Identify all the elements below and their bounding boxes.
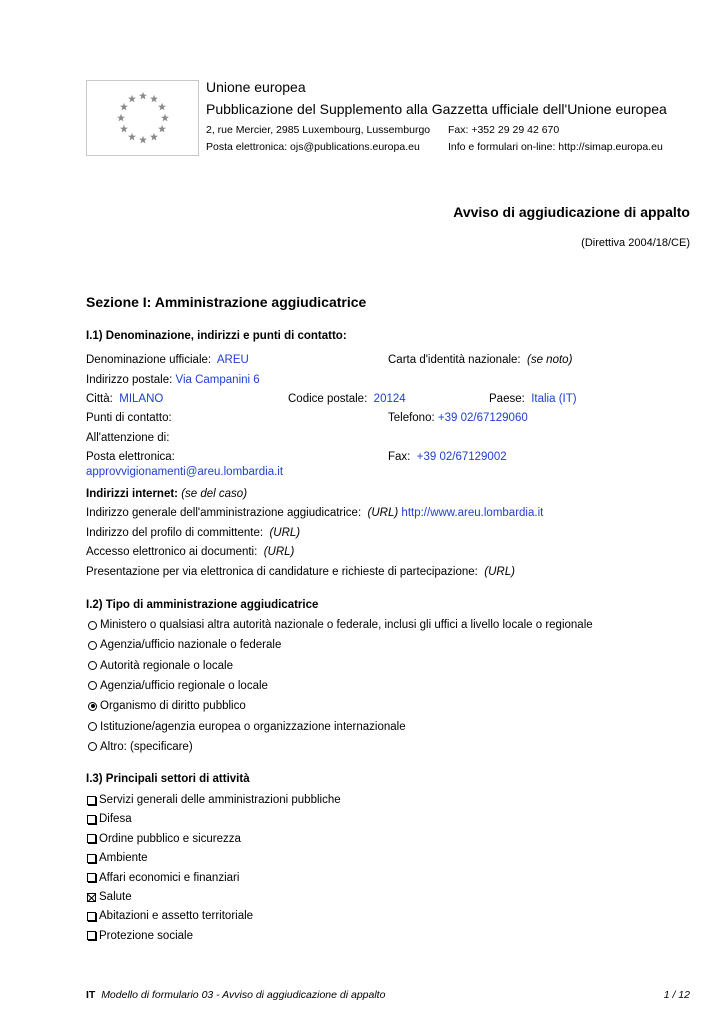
header-publication: Pubblicazione del Supplemento alla Gazzetta ufficiale dell'Unione europea [206, 101, 667, 117]
star-icon [120, 125, 128, 133]
activity-option[interactable] [87, 813, 132, 825]
checkbox-icon[interactable] [87, 931, 96, 940]
checkbox-icon[interactable] [87, 854, 96, 863]
authority-type-label: Organismo di diritto pubblico [100, 700, 246, 713]
fax-row [388, 451, 507, 463]
star-icon [161, 114, 169, 122]
radio-icon[interactable] [88, 621, 97, 630]
activity-option[interactable] [87, 852, 148, 864]
i1-title: I.1) Denominazione, indirizzi e punti di contatto: [86, 330, 347, 342]
eu-stars-icon [87, 81, 200, 157]
electronic-submission-url-label: (URL) [484, 566, 515, 578]
checkbox-icon[interactable] [87, 912, 96, 921]
country-label: Paese: [489, 393, 525, 405]
authority-type-option[interactable] [88, 700, 246, 712]
star-icon [139, 92, 147, 100]
radio-selected-icon[interactable] [88, 702, 97, 711]
authority-type-label: Istituzione/agenzia europea o organizzazione internazionale [100, 720, 406, 733]
national-id-label: Carta d'identità nazionale: [388, 354, 521, 366]
radio-icon[interactable] [88, 641, 97, 650]
authority-type-option[interactable] [88, 680, 268, 692]
fax-value: +39 02/67129002 [416, 451, 507, 463]
country-row [489, 393, 577, 405]
header-org: Unione europea [206, 79, 306, 95]
buyer-profile-url-label: (URL) [269, 527, 301, 539]
internet-label: Indirizzi internet: [86, 488, 178, 500]
header-info: Info e formulari on-line: http://simap.europa.eu [448, 141, 663, 153]
name-row [86, 354, 249, 366]
address-label: Indirizzo postale: [86, 374, 173, 386]
authority-type-option[interactable] [88, 741, 193, 753]
electronic-access-row [86, 546, 294, 558]
activity-label: Protezione sociale [99, 929, 193, 942]
header-fax: Fax: +352 29 29 42 670 [448, 124, 560, 136]
checkbox-icon[interactable] [87, 834, 96, 843]
buyer-profile-label: Indirizzo del profilo di committente: [86, 527, 264, 539]
postcode-label: Codice postale: [288, 393, 368, 405]
header-address: 2, rue Mercier, 2985 Luxembourg, Lussemburgo [206, 124, 431, 136]
activity-option[interactable] [87, 891, 132, 903]
activity-option[interactable] [87, 833, 241, 845]
postcode-row [288, 393, 406, 405]
contact-label: Punti di contatto: [86, 412, 172, 424]
checkbox-checked-icon[interactable] [87, 893, 96, 902]
activity-option[interactable] [87, 930, 193, 942]
header-email: Posta elettronica: ojs@publications.europa.eu [206, 141, 420, 153]
footer [86, 989, 385, 1001]
activity-label: Ambiente [99, 852, 148, 865]
email-value[interactable]: approvvigionamenti@areu.lombardia.it [86, 466, 284, 478]
star-icon [158, 103, 166, 111]
national-id-row [388, 354, 572, 366]
general-address-label: Indirizzo generale dell'amministrazione aggiudicatrice: [86, 507, 362, 519]
checkbox-icon[interactable] [87, 873, 96, 882]
electronic-submission-label: Presentazione per via elettronica di candidature e richieste di partecipazione: [86, 566, 478, 578]
authority-type-label: Ministero o qualsiasi altra autorità nazionale o federale, inclusi gli uffici a livello locale o regionale [100, 619, 593, 631]
i3-title: I.3) Principali settori di attività [86, 773, 250, 785]
eu-flag-logo [86, 80, 199, 156]
city-label: Città: [86, 393, 113, 405]
address-row [86, 374, 260, 386]
activity-option[interactable] [87, 910, 253, 922]
doc-title: Avviso di aggiudicazione di appalto [453, 204, 690, 220]
national-id-value: (se noto) [527, 354, 573, 366]
page-number: 1 / 12 [663, 989, 690, 1001]
radio-icon[interactable] [88, 661, 97, 670]
doc-directive: (Direttiva 2004/18/CE) [581, 237, 690, 249]
radio-icon[interactable] [88, 742, 97, 751]
authority-type-label: Autorità regionale o locale [100, 659, 233, 672]
general-address-link[interactable]: http://www.areu.lombardia.it [401, 507, 544, 519]
city-value: MILANO [119, 393, 164, 405]
general-address-url-label: (URL) [367, 507, 399, 519]
activity-label: Ordine pubblico e sicurezza [99, 832, 241, 845]
email-label: Posta elettronica: [86, 451, 175, 463]
authority-type-option[interactable] [88, 660, 233, 672]
radio-icon[interactable] [88, 722, 97, 731]
address-value: Via Campanini 6 [175, 374, 260, 386]
i2-title: I.2) Tipo di amministrazione aggiudicatrice [86, 599, 319, 611]
phone-value: +39 02/67129060 [437, 412, 528, 424]
authority-type-label: Agenzia/ufficio nazionale o federale [100, 639, 282, 652]
name-label: Denominazione ufficiale: [86, 354, 212, 366]
star-icon [117, 114, 125, 122]
fax-label: Fax: [388, 451, 411, 463]
name-value: AREU [216, 354, 249, 366]
star-icon [139, 136, 147, 144]
general-address-row [86, 507, 543, 519]
internet-row [86, 488, 247, 500]
activity-label: Salute [99, 891, 132, 903]
star-icon [150, 133, 158, 141]
electronic-submission-row [86, 566, 515, 578]
activity-label: Affari economici e finanziari [99, 871, 240, 884]
activity-label: Difesa [99, 813, 132, 826]
activity-label: Abitazioni e assetto territoriale [99, 910, 254, 923]
country-value: Italia (IT) [531, 393, 577, 405]
radio-icon[interactable] [88, 681, 97, 690]
section-title: Sezione I: Amministrazione aggiudicatrice [86, 294, 367, 310]
electronic-access-label: Accesso elettronico ai documenti: [86, 546, 258, 558]
star-icon [128, 95, 136, 103]
activity-option[interactable] [87, 872, 239, 884]
star-icon [128, 133, 136, 141]
footer-lang: IT [86, 989, 96, 1001]
activity-label: Servizi generali delle amministrazioni pubbliche [99, 794, 341, 806]
authority-type-label: Altro: (specificare) [100, 740, 193, 753]
city-row [86, 393, 163, 405]
footer-form: Modello di formulario 03 - Avviso di aggiudicazione di appalto [101, 989, 386, 1001]
authority-type-label: Agenzia/ufficio regionale o locale [100, 679, 268, 692]
authority-type-option[interactable] [88, 619, 593, 631]
electronic-access-url-label: (URL) [263, 546, 295, 558]
star-icon [150, 95, 158, 103]
internet-note: (se del caso) [181, 488, 248, 500]
buyer-profile-row [86, 527, 300, 539]
attention-label: All'attenzione di: [86, 432, 170, 444]
checkbox-icon[interactable] [87, 796, 96, 805]
activity-option[interactable] [87, 794, 341, 806]
phone-row [388, 412, 528, 424]
star-icon [120, 103, 128, 111]
checkbox-icon[interactable] [87, 815, 96, 824]
postcode-value: 20124 [373, 393, 406, 405]
phone-label: Telefono: [388, 412, 435, 424]
authority-type-option[interactable] [88, 721, 406, 733]
authority-type-option[interactable] [88, 639, 281, 651]
star-icon [158, 125, 166, 133]
